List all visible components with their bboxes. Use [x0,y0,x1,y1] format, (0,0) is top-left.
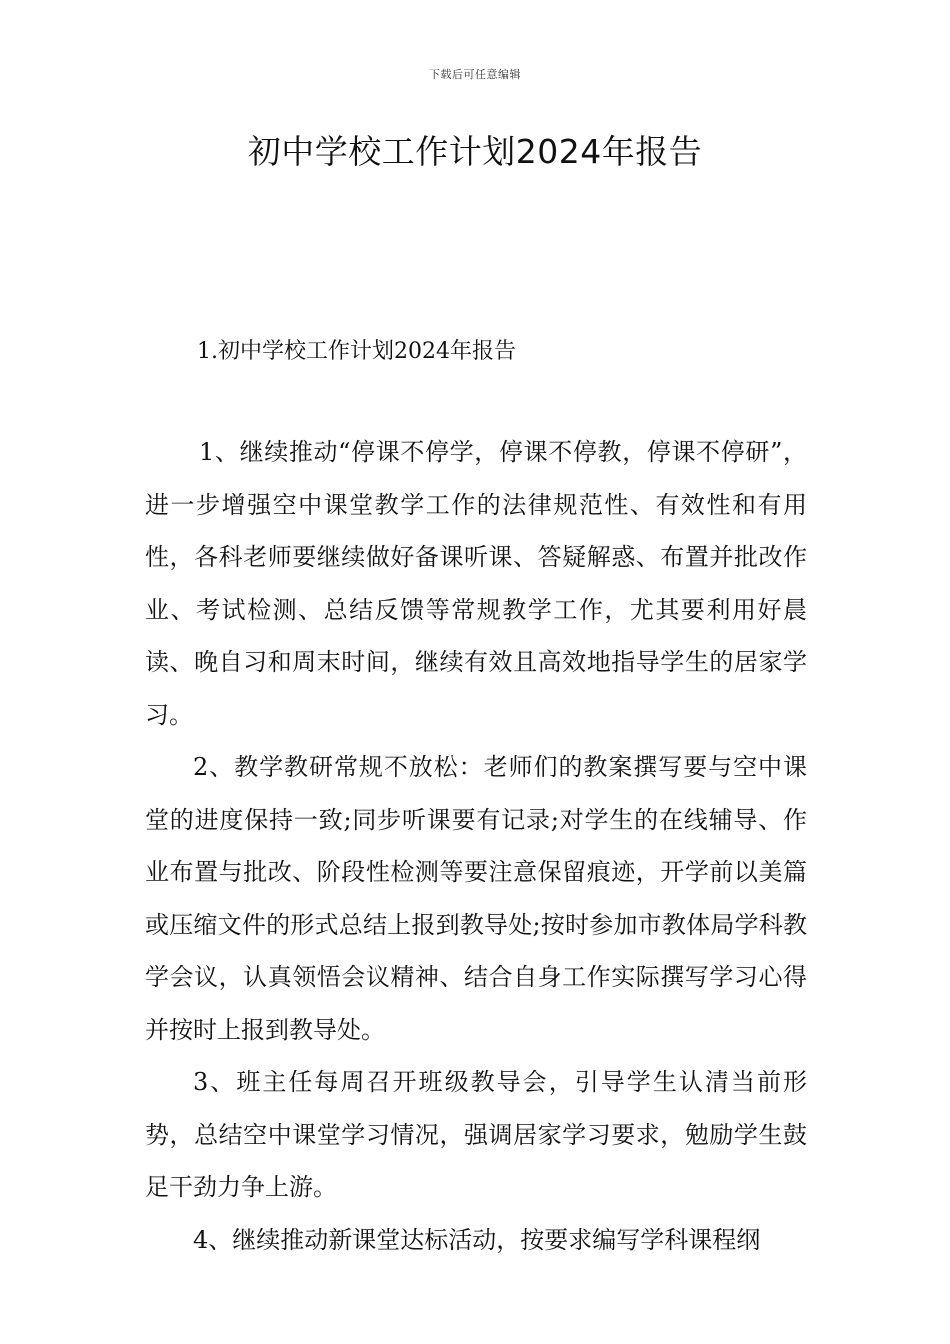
paragraph-2: 2、教学教研常规不放松：老师们的教案撰写要与空中课堂的进度保持一致;同步听课要有记录;对学生的在线辅导、作业布置与批改、阶段性检测等要注意保留痕迹，开学前以美篇或压缩文件的形式总结上报到教导处;按时参加市教体局学科教学会议，认真领悟会议精神、结合自身工作实际撰写学习心得并按时上报到教导处。 [145,753,807,1044]
page-title: 初中学校工作计划2024年报告 [247,132,703,171]
document-body [145,426,807,1266]
paragraph-4: 4、继续推动新课堂达标活动，按要求编写学科课程纲 [193,1225,761,1254]
header-watermark: 下载后可任意编辑 [429,68,521,81]
paragraph-3: 3、班主任每周召开班级教导会，引导学生认清当前形势，总结空中课堂学习情况，强调居家学习要求，勉励学生鼓足干劲力争上游。 [145,1068,807,1201]
section-heading: 1.初中学校工作计划2024年报告 [197,339,516,364]
paragraph-1: 1、继续推动“停课不停学，停课不停教，停课不停研”，进一步增强空中课堂教学工作的法律规范性、有效性和有用性，各科老师要继续做好备课听课、答疑解惑、布置并批改作业、考试检测、总结反馈等常规教学工作，尤其要利用好晨读、晚自习和周末时间，继续有效且高效地指导学生的居家学习。 [145,438,807,729]
